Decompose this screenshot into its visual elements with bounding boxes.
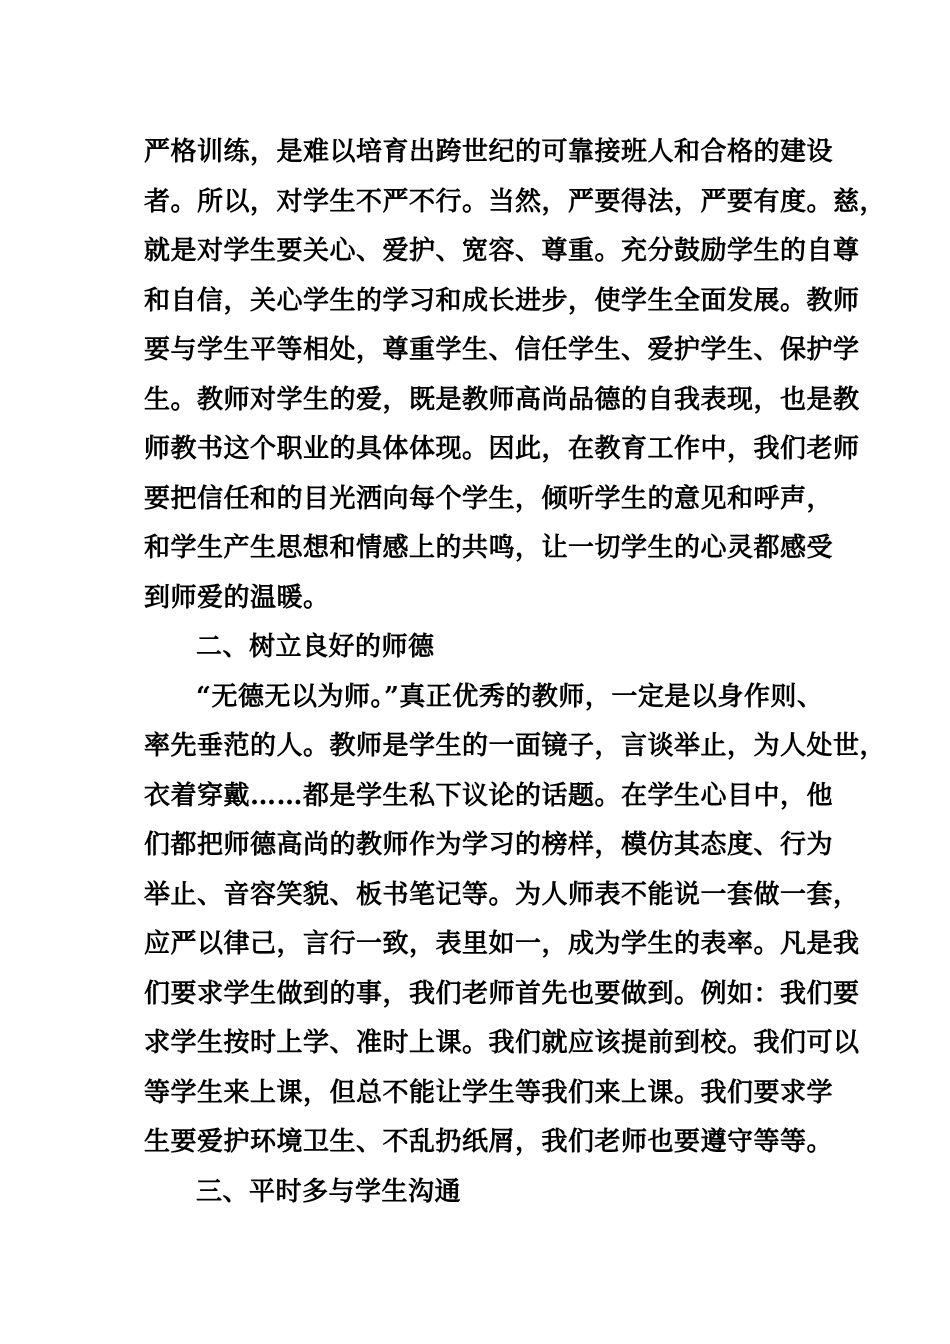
section-heading-2: 二、树立良好的师德 bbox=[196, 632, 435, 662]
text-line: 衣着穿戴……都是学生私下议论的话题。在学生心目中，他 bbox=[144, 780, 834, 811]
text-line: 就是对学生要关心、爱护、宽容、尊重。充分鼓励学生的自尊 bbox=[144, 236, 860, 266]
text-line: 举止、音容笑貌、板书笔记等。为人师表不能说一套做一套， bbox=[144, 879, 860, 910]
section-heading-3: 三、平时多与学生沟通 bbox=[196, 1176, 462, 1207]
text-line: 生要爱护环境卫生、不乱扔纸屑，我们老师也要遵守等等。 bbox=[144, 1127, 834, 1157]
text-line: 到师爱的温暖。 bbox=[144, 582, 330, 613]
text-line: 求学生按时上学、准时上课。我们就应该提前到校。我们可以 bbox=[144, 1028, 860, 1058]
paragraph-2 bbox=[144, 673, 887, 1168]
text-line: 者。所以，对学生不严不行。当然，严要得法，严要有度。慈， bbox=[144, 186, 887, 217]
text-line: 们要求学生做到的事，我们老师首先也要做到。例如：我们要 bbox=[144, 978, 860, 1009]
text-line: 要与学生平等相处，尊重学生、信任学生、爱护学生、保护学 bbox=[144, 335, 860, 365]
text-line: 和自信，关心学生的学习和成长进步，使学生全面发展。教师 bbox=[144, 285, 860, 316]
text-line: 师教书这个职业的具体体现。因此，在教育工作中，我们老师 bbox=[144, 434, 860, 464]
document-body bbox=[144, 128, 887, 1217]
text-line: 应严以律己，言行一致，表里如一，成为学生的表率。凡是我 bbox=[144, 929, 860, 959]
text-line: 率先垂范的人。教师是学生的一面镜子，言谈举止，为人处世， bbox=[144, 731, 887, 761]
text-line: 和学生产生思想和情感上的共鸣，让一切学生的心灵都感受 bbox=[144, 533, 834, 563]
text-line: 严格训练，是难以培育出跨世纪的可靠接班人和合格的建设 bbox=[144, 137, 834, 167]
text-line: “无德无以为师。”真正优秀的教师，一定是以身作则、 bbox=[196, 681, 824, 712]
text-line: 生。教师对学生的爱，既是教师高尚品德的自我表现，也是教 bbox=[144, 384, 860, 415]
text-line: 要把信任和的目光洒向每个学生，倾听学生的意见和呼声， bbox=[144, 483, 834, 514]
text-line: 们都把师德高尚的教师作为学习的榜样，模仿其态度、行为 bbox=[144, 830, 834, 860]
text-line: 等学生来上课，但总不能让学生等我们来上课。我们要求学 bbox=[144, 1077, 834, 1108]
paragraph-1 bbox=[144, 128, 887, 623]
